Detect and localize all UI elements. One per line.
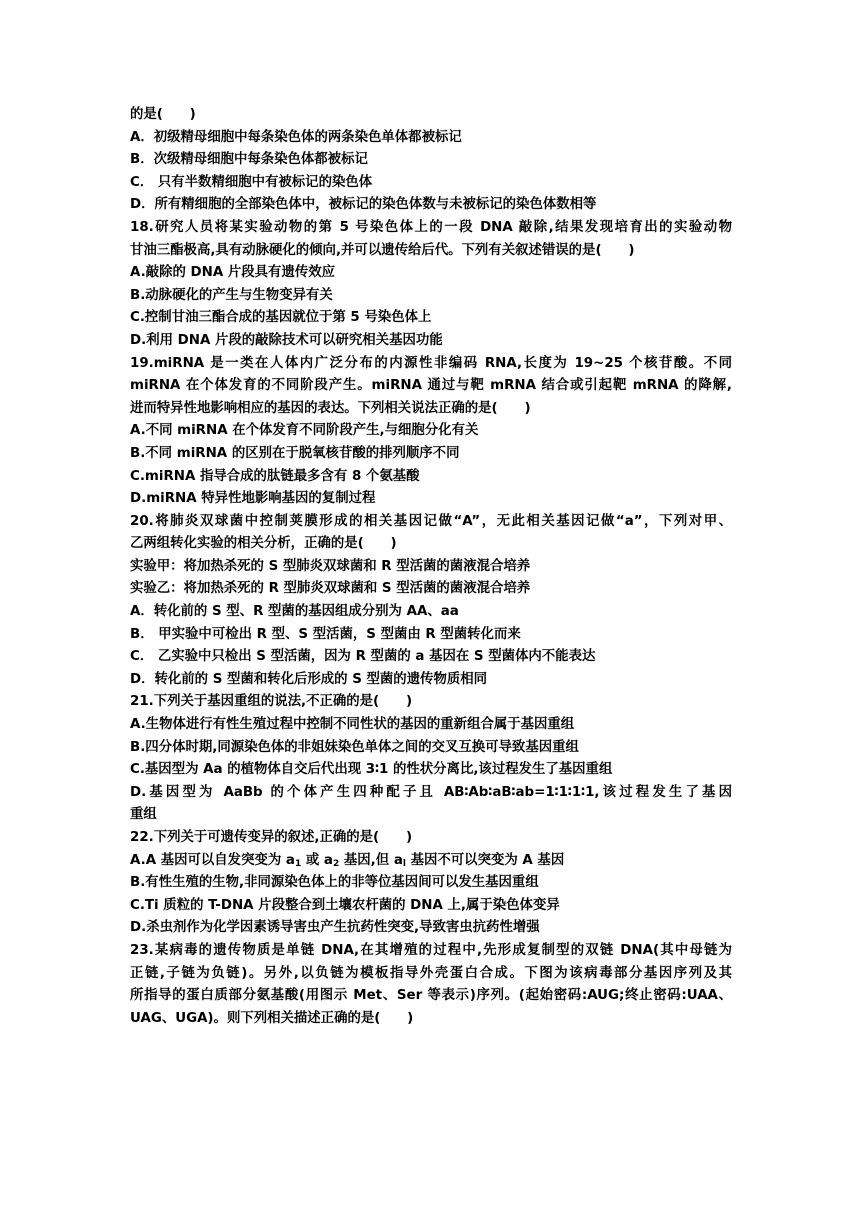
q18-option-d: D.利用 DNA 片段的敲除技术可以研究相关基因功能 (130, 332, 443, 348)
q22-option-d: D.杀虫剂作为化学因素诱导害虫产生抗药性突变,导致害虫抗药性增强 (130, 920, 540, 936)
q17-stem-end: 的是( ) (130, 107, 196, 122)
q18-option-a: A.敲除的 DNA 片段具有遗传效应 (130, 265, 336, 281)
q21-option-c: C.基因型为 Aa 的植物体自交后代出现 3∶1 的性状分离比,该过程发生了基因重组 (130, 762, 613, 778)
q23-stem-line-3: 所指导的蛋白质部分氨基酸(用图示 Met、Ser 等表示)序列。(起始密码:AUG;终止密码:UAA、 (130, 988, 732, 1004)
q22-option-b: B.有性生殖的生物,非同源染色体上的非等位基因间可以发生基因重组 (130, 875, 539, 891)
q22-option-c: C.Ti 质粒的 T-DNA 片段整合到土壤农杆菌的 DNA 上,属于染色体变异 (130, 897, 560, 913)
q19-option-c: C.miRNA 指导合成的肽链最多含有 8 个氨基酸 (130, 468, 420, 484)
q22-option-a-part: A.A 基因可以自发突变为 a (130, 852, 295, 868)
q21-option-b: B.四分体时期,同源染色体的非姐妹染色单体之间的交叉互换可导致基因重组 (130, 739, 579, 755)
q17-option-d: D．所有精细胞的全部染色体中，被标记的染色体数与未被标记的染色体数相等 (130, 197, 597, 213)
q23-stem-line-1: 23.某病毒的遗传物质是单链 DNA,在其增殖的过程中,先形成复制型的双链 DNA(其中母链为 (130, 942, 732, 958)
q19-option-b: B.不同 miRNA 的区别在于脱氧核苷酸的排列顺序不同 (130, 445, 460, 461)
q22-option-a-part: 基因,但 a (339, 852, 403, 868)
q20-option-b: B． 甲实验中可检出 R 型、S 型活菌，S 型菌由 R 型菌转化而来 (130, 626, 521, 642)
q18-stem-line-1: 18.研究人员将某实验动物的第 5 号染色体上的一段 DNA 敲除,结果发现培育出的实验动物 (130, 219, 732, 235)
q18-option-c: C.控制甘油三酯合成的基因就位于第 5 号染色体上 (130, 310, 432, 326)
subscript: 1 (294, 858, 302, 869)
q20-stem-line-2: 乙两组转化实验的相关分析，正确的是( ) (130, 536, 397, 552)
question-text (130, 104, 732, 1030)
q21-option-a: A.生物体进行有性生殖过程中控制不同性状的基因的重新组合属于基因重组 (130, 717, 575, 733)
subscript: l (402, 858, 406, 869)
q20-option-d: D．转化前的 S 型菌和转化后形成的 S 型菌的遗传物质相同 (130, 671, 488, 687)
q17-option-c: C． 只有半数精细胞中有被标记的染色体 (130, 174, 373, 190)
q20-experiment-b: 实验乙：将加热杀死的 R 型肺炎双球菌和 S 型活菌的菌液混合培养 (130, 581, 531, 597)
q20-option-c: C． 乙实验中只检出 S 型活菌，因为 R 型菌的 a 基因在 S 型菌体内不能表达 (130, 649, 596, 665)
q19-stem-line-1: 19.miRNA 是一类在人体内广泛分布的内源性非编码 RNA,长度为 19~25 个核苷酸。不同 (130, 355, 732, 371)
q18-stem-line-2: 甘油三酯极高,具有动脉硬化的倾向,并可以遗传给后代。下列有关叙述错误的是( ) (130, 242, 635, 258)
q17-option-b: B．次级精母细胞中每条染色体都被标记 (130, 152, 368, 168)
q19-option-a: A.不同 miRNA 在个体发育不同阶段产生,与细胞分化有关 (130, 423, 479, 439)
q21-option-d-line-2: 重组 (130, 807, 157, 823)
q22-option-a-part: 或 a (301, 852, 333, 868)
q20-stem-line-1: 20.将肺炎双球菌中控制荚膜形成的相关基因记做“A”，无此相关基因记做“a”，下列对甲、 (130, 513, 732, 529)
q19-option-d: D.miRNA 特异性地影响基因的复制过程 (130, 491, 376, 507)
q23-stem-line-2: 正链,子链为负链)。另外,以负链为模板指导外壳蛋白合成。下图为该病毒部分基因序列及其 (130, 965, 732, 981)
q23-stem-line-4: UAG、UGA)。则下列相关描述正确的是( ) (130, 1010, 414, 1026)
q20-experiment-a: 实验甲：将加热杀死的 S 型肺炎双球菌和 R 型活菌的菌液混合培养 (130, 558, 531, 574)
q21-stem: 21.下列关于基因重组的说法,不正确的是( ) (130, 694, 413, 710)
q20-option-a: A．转化前的 S 型、R 型菌的基因组成分别为 AA、aa (130, 604, 459, 620)
q22-option-a-part: 基因不可以突变为 A 基因 (405, 852, 565, 868)
subscript: 2 (332, 858, 340, 869)
q19-stem-line-2: miRNA 在个体发育的不同阶段产生。miRNA 通过与靶 mRNA 结合或引起靶 mRNA 的降解, (130, 378, 732, 394)
q22-stem: 22.下列关于可遗传变异的叙述,正确的是( ) (130, 830, 413, 845)
q17-option-a: A．初级精母细胞中每条染色体的两条染色单体都被标记 (130, 129, 462, 145)
q18-option-b: B.动脉硬化的产生与生物变异有关 (130, 287, 333, 303)
q22-option-a (130, 850, 732, 873)
q19-stem-line-3: 进而特异性地影响相应的基因的表达。下列相关说法正确的是( ) (130, 400, 531, 416)
q21-option-d-line-1: D.基因型为 AaBb 的个体产生四种配子且 AB∶Ab∶aB∶ab=1∶1∶1∶1,该过程发生了基因 (130, 784, 732, 800)
